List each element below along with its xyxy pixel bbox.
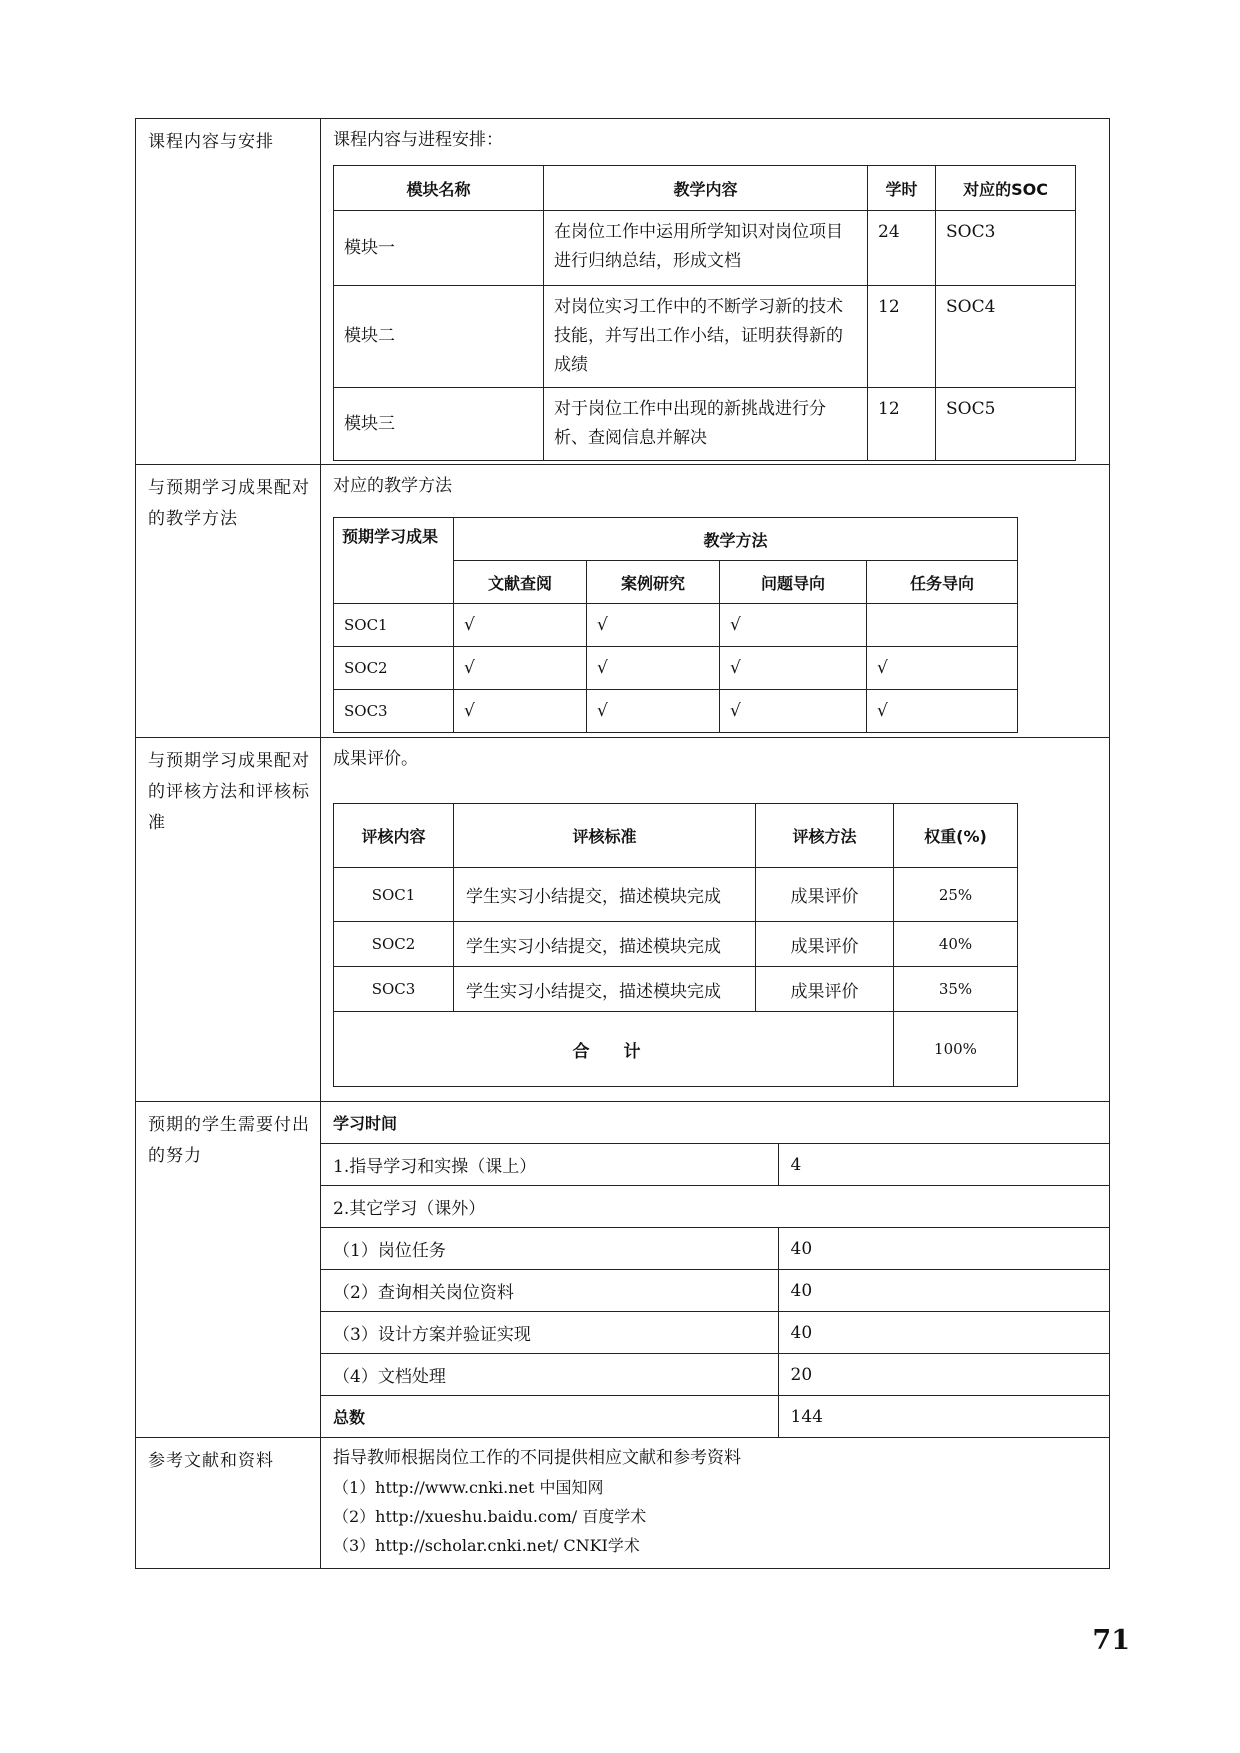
section-label: 与预期学习成果配对的教学方法 <box>136 465 321 738</box>
table-row <box>334 967 1018 1012</box>
module-soc: SOC3 <box>936 211 1076 286</box>
table-row <box>334 868 1018 922</box>
check-mark: √ <box>454 690 587 733</box>
assessment-item: SOC1 <box>334 868 454 922</box>
study-time-table <box>321 1102 1110 1437</box>
module-hours: 24 <box>868 211 936 286</box>
header-method: 任务导向 <box>867 561 1018 604</box>
check-mark: √ <box>587 647 720 690</box>
table-row <box>321 1354 1110 1396</box>
assessment-standard: 学生实习小结提交，描述模块完成 <box>454 922 756 967</box>
table-row <box>334 922 1018 967</box>
module-hours: 12 <box>868 286 936 388</box>
header-hours: 学时 <box>868 166 936 211</box>
teaching-method-table <box>333 517 1018 733</box>
check-mark: √ <box>454 647 587 690</box>
header-teaching-methods: 教学方法 <box>454 518 1018 561</box>
total-value: 100% <box>894 1012 1018 1087</box>
header-weight: 权重(%) <box>894 804 1018 868</box>
table-row <box>334 211 1076 286</box>
effort-label: 1.指导学习和实操（课上） <box>321 1144 778 1186</box>
assessment-weight: 25% <box>894 868 1018 922</box>
table-row <box>334 286 1076 388</box>
effort-value: 40 <box>778 1228 1110 1270</box>
check-mark: √ <box>720 690 867 733</box>
effort-total-label: 总数 <box>321 1396 778 1438</box>
total-row <box>321 1396 1110 1438</box>
module-content: 对于岗位工作中出现的新挑战进行分析、查阅信息并解决 <box>544 388 868 461</box>
table-row <box>334 604 1018 647</box>
effort-label: （2）查询相关岗位资料 <box>321 1270 778 1312</box>
assessment-item: SOC3 <box>334 967 454 1012</box>
module-name: 模块一 <box>334 211 544 286</box>
section-intro: 成果评价。 <box>333 749 418 769</box>
effort-value: 40 <box>778 1312 1110 1354</box>
header-expected-outcome: 预期学习成果 <box>334 518 454 604</box>
module-name: 模块二 <box>334 286 544 388</box>
table-row <box>321 1144 1110 1186</box>
module-soc: SOC4 <box>936 286 1076 388</box>
check-mark: √ <box>454 604 587 647</box>
table-row <box>334 388 1076 461</box>
reference-item: （1）http://www.cnki.net 中国知网 <box>333 1478 604 1497</box>
header-assessment-method: 评核方法 <box>756 804 894 868</box>
check-mark: √ <box>720 647 867 690</box>
section-references <box>136 1438 1110 1569</box>
page-number: 71 <box>1092 1625 1130 1656</box>
reference-item: （2）http://xueshu.baidu.com/ 百度学术 <box>333 1507 647 1526</box>
soc-code: SOC1 <box>334 604 454 647</box>
section-label: 课程内容与安排 <box>136 119 321 465</box>
section-label: 预期的学生需要付出的努力 <box>136 1102 321 1438</box>
assessment-table <box>333 803 1018 1087</box>
effort-label: （1）岗位任务 <box>321 1228 778 1270</box>
section-intro: 对应的教学方法 <box>333 476 452 496</box>
assessment-weight: 35% <box>894 967 1018 1012</box>
effort-total-value: 144 <box>778 1396 1110 1438</box>
section-assessment <box>136 738 1110 1102</box>
header-method: 文献查阅 <box>454 561 587 604</box>
header-teaching-content: 教学内容 <box>544 166 868 211</box>
header-assessment-standard: 评核标准 <box>454 804 756 868</box>
effort-value: 40 <box>778 1270 1110 1312</box>
header-method: 案例研究 <box>587 561 720 604</box>
total-label: 合 计 <box>334 1012 894 1087</box>
module-name: 模块三 <box>334 388 544 461</box>
header-assessment-item: 评核内容 <box>334 804 454 868</box>
section-teaching-methods <box>136 465 1110 738</box>
effort-label: （3）设计方案并验证实现 <box>321 1312 778 1354</box>
section-label: 与预期学习成果配对的评核方法和评核标准 <box>136 738 321 1102</box>
other-study-label: 2.其它学习（课外） <box>321 1186 1110 1228</box>
header-module-name: 模块名称 <box>334 166 544 211</box>
assessment-weight: 40% <box>894 922 1018 967</box>
section-label: 参考文献和资料 <box>136 1438 321 1569</box>
check-mark: √ <box>720 604 867 647</box>
module-table <box>333 165 1076 461</box>
assessment-standard: 学生实习小结提交，描述模块完成 <box>454 967 756 1012</box>
section-course-content <box>136 119 1110 465</box>
table-row <box>321 1270 1110 1312</box>
header-soc: 对应的SOC <box>936 166 1076 211</box>
header-method: 问题导向 <box>720 561 867 604</box>
section-student-effort <box>136 1102 1110 1438</box>
module-soc: SOC5 <box>936 388 1076 461</box>
effort-value: 20 <box>778 1354 1110 1396</box>
table-row <box>321 1312 1110 1354</box>
table-row <box>334 647 1018 690</box>
check-mark: √ <box>867 690 1018 733</box>
effort-value: 4 <box>778 1144 1110 1186</box>
soc-code: SOC2 <box>334 647 454 690</box>
check-mark: √ <box>587 690 720 733</box>
assessment-method: 成果评价 <box>756 868 894 922</box>
study-time-title: 学习时间 <box>333 1114 398 1133</box>
check-mark: √ <box>867 647 1018 690</box>
module-content: 在岗位工作中运用所学知识对岗位项目进行归纳总结，形成文档 <box>544 211 868 286</box>
references-intro: 指导教师根据岗位工作的不同提供相应文献和参考资料 <box>333 1448 741 1468</box>
section-intro: 课程内容与进程安排： <box>333 130 503 150</box>
table-row <box>334 690 1018 733</box>
assessment-standard: 学生实习小结提交，描述模块完成 <box>454 868 756 922</box>
total-row <box>334 1012 1018 1087</box>
assessment-item: SOC2 <box>334 922 454 967</box>
assessment-method: 成果评价 <box>756 922 894 967</box>
module-content: 对岗位实习工作中的不断学习新的技术技能，并写出工作小结，证明获得新的成绩 <box>544 286 868 388</box>
check-mark <box>867 604 1018 647</box>
reference-item: （3）http://scholar.cnki.net/ CNKI学术 <box>333 1536 640 1555</box>
table-row <box>321 1228 1110 1270</box>
assessment-method: 成果评价 <box>756 967 894 1012</box>
check-mark: √ <box>587 604 720 647</box>
course-syllabus-table <box>135 118 1110 1569</box>
soc-code: SOC3 <box>334 690 454 733</box>
module-hours: 12 <box>868 388 936 461</box>
effort-label: （4）文档处理 <box>321 1354 778 1396</box>
